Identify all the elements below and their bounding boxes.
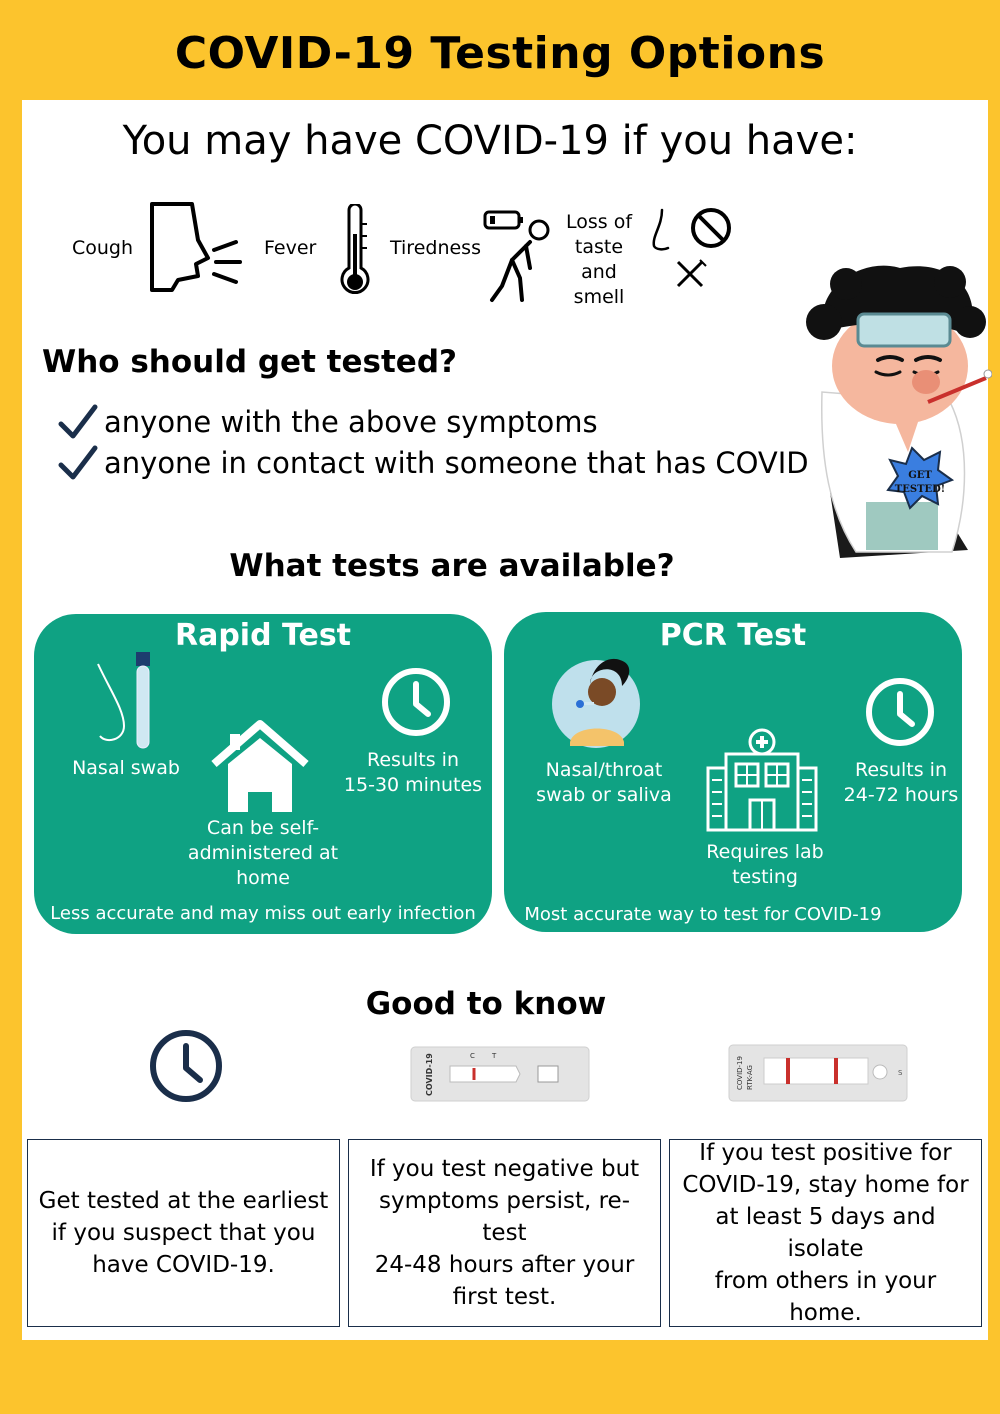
thermometer-icon xyxy=(338,204,372,300)
pcr-test-title: PCR Test xyxy=(659,618,807,653)
rapid-test-card xyxy=(34,614,492,934)
kit-t-label: T xyxy=(492,1052,497,1060)
card-line: swab or saliva xyxy=(536,784,672,806)
card-line: Nasal/throat xyxy=(545,759,663,781)
symptom-loss-taste-smell-label xyxy=(556,210,642,310)
who-heading: Who should get tested? xyxy=(42,344,457,380)
note-line: at least 5 days and isolate xyxy=(715,1204,936,1262)
clock-icon xyxy=(148,1028,224,1104)
badge-text-2: TESTED! xyxy=(894,484,946,495)
pcr-results-label xyxy=(836,758,966,808)
card-line: Results in xyxy=(855,759,947,781)
negative-test-kit-icon xyxy=(410,1046,590,1102)
symptom-fever-label: Fever xyxy=(264,237,317,259)
note-box-positive-result xyxy=(669,1139,982,1327)
note-line: 24-48 hours after your xyxy=(374,1252,635,1278)
pcr-lab-label xyxy=(690,840,840,890)
kit-s-label: S xyxy=(898,1069,903,1077)
card-line: 24-72 hours xyxy=(843,784,959,806)
note-line: symptoms persist, re-test xyxy=(379,1188,630,1246)
home-icon xyxy=(210,718,310,814)
positive-test-kit-icon xyxy=(728,1044,908,1102)
pcr-swab-label xyxy=(532,758,676,808)
badge-text-1: GET xyxy=(908,470,932,481)
checkmark-icon xyxy=(58,445,98,481)
note-line: have COVID-19. xyxy=(92,1252,275,1278)
note-line: if you suspect that you xyxy=(51,1220,316,1246)
rapid-results-label xyxy=(336,748,490,798)
kit-c-label: C xyxy=(470,1052,475,1060)
nasal-swab-icon xyxy=(80,650,176,754)
who-item-text: anyone with the above symptoms xyxy=(104,405,598,439)
note-box-early-testing xyxy=(27,1139,340,1327)
card-line: Requires lab xyxy=(706,841,824,863)
symptom-line: taste and xyxy=(574,236,624,283)
tired-person-icon xyxy=(482,208,554,304)
tests-heading: What tests are available? xyxy=(229,548,675,584)
page-title: COVID-19 Testing Options xyxy=(174,28,826,79)
clock-icon xyxy=(380,666,452,738)
symptoms-intro: You may have COVID-19 if you have: xyxy=(122,118,858,164)
kit-label: COVID-19 xyxy=(736,1056,744,1090)
note-line: If you test negative but xyxy=(369,1156,640,1182)
who-item xyxy=(58,404,598,440)
symptom-line: Loss of xyxy=(565,211,633,233)
kit-label: COVID-19 xyxy=(425,1053,434,1096)
kit-label: RTK-AG xyxy=(746,1065,754,1090)
card-line: Can be self- xyxy=(206,817,320,839)
hospital-icon xyxy=(704,728,820,832)
note-box-negative-result xyxy=(348,1139,661,1327)
card-line: administered at xyxy=(187,842,339,864)
symptom-cough-label: Cough xyxy=(72,237,134,259)
card-line: Results in xyxy=(367,749,459,771)
card-line: testing xyxy=(732,866,798,888)
coughing-face-icon xyxy=(148,200,242,294)
who-item xyxy=(58,445,809,481)
symptom-line: smell xyxy=(573,286,625,308)
card-line: home xyxy=(236,867,290,889)
note-line: from others in your home. xyxy=(714,1268,937,1326)
rapid-test-title: Rapid Test xyxy=(174,618,352,653)
rapid-home-label xyxy=(184,816,342,891)
pcr-test-card xyxy=(504,612,962,932)
checkmark-icon xyxy=(58,404,98,440)
note-line: If you test positive for xyxy=(699,1140,952,1166)
saliva-test-person-icon xyxy=(550,658,642,750)
who-item-text: anyone in contact with someone that has COVID xyxy=(104,446,809,480)
clock-icon xyxy=(864,676,936,748)
sick-boy-illustration xyxy=(800,262,992,574)
note-line: Get tested at the earliest xyxy=(38,1188,329,1214)
rapid-nasal-label: Nasal swab xyxy=(72,757,180,779)
good-to-know-heading: Good to know xyxy=(365,986,607,1022)
nose-no-food-icon xyxy=(648,206,736,290)
card-line: 15-30 minutes xyxy=(343,774,483,796)
pcr-footer: Most accurate way to test for COVID-19 xyxy=(524,904,882,925)
note-line: COVID-19, stay home for xyxy=(682,1172,969,1198)
rapid-footer: Less accurate and may miss out early infection xyxy=(50,903,476,924)
symptom-tiredness-label: Tiredness xyxy=(390,237,481,259)
note-line: first test. xyxy=(452,1284,557,1310)
